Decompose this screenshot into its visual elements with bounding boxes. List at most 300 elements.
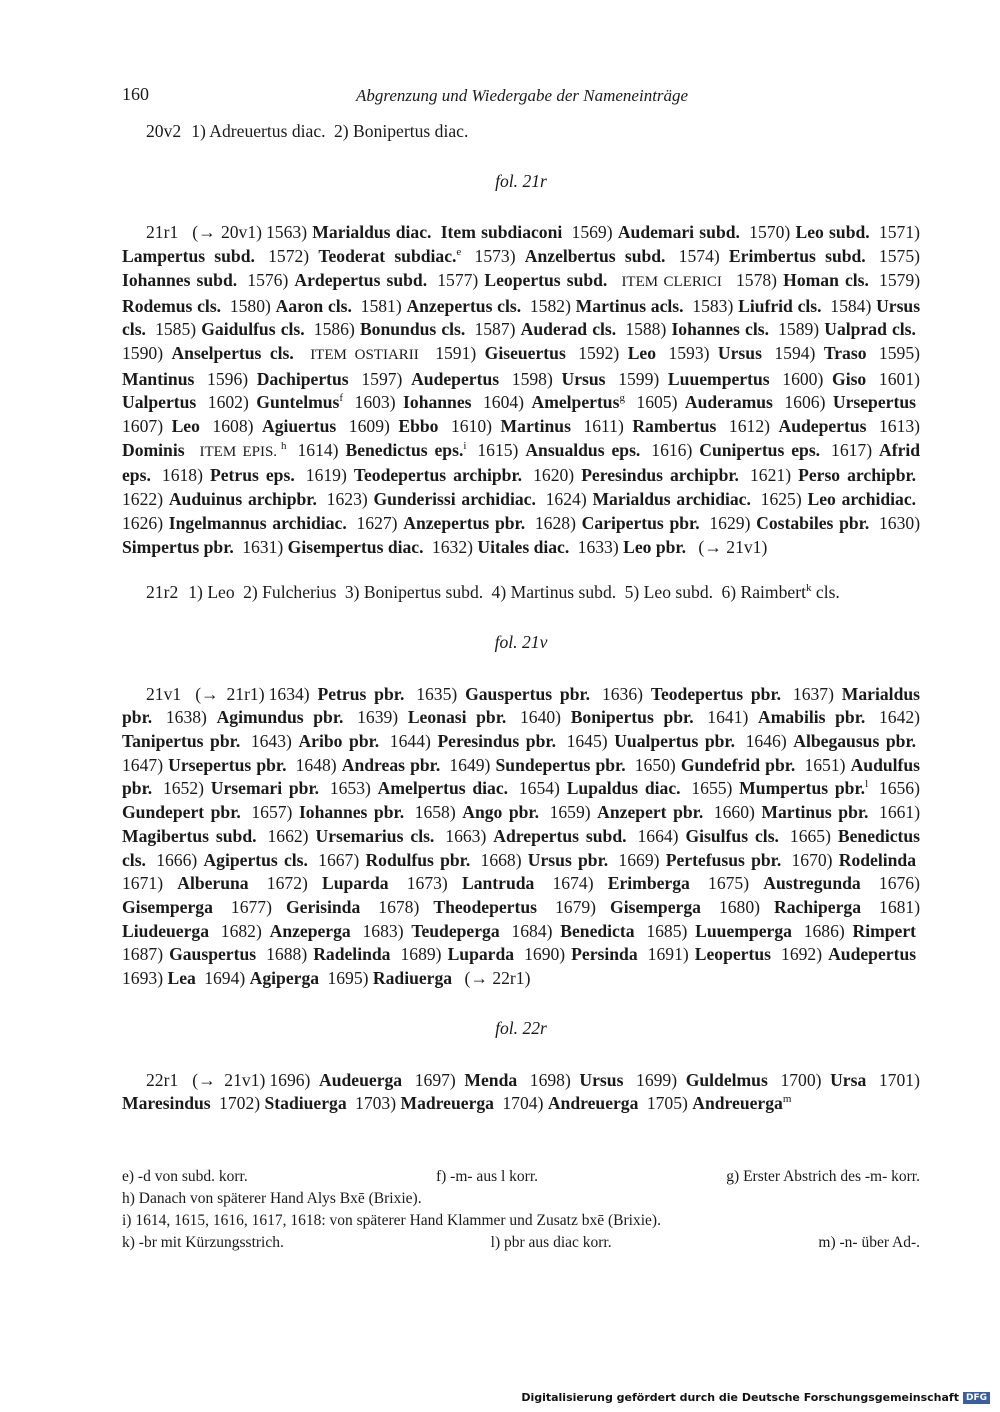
name-entry [668,343,761,363]
entry-number: 1600) [782,368,833,389]
entry-number: 1672) [266,873,323,894]
entry-name: Auderad cls. [520,319,617,340]
entry-name: Iohannes [403,392,472,413]
name-entry [651,440,820,460]
name-entry [791,850,916,870]
entry-number: 1592) [578,342,628,363]
entry-name: Rambertus [632,416,717,437]
name-entry [363,921,500,941]
cross-reference: (→ 21v1) [698,536,768,557]
entry-number: 1657) [251,802,299,823]
name-entry [327,489,536,509]
entry-name: Maresindus [122,1093,211,1114]
cross-reference: (→ 20v1) [192,222,262,243]
section-20v2 [122,120,920,144]
section-21v1 [122,683,920,991]
footnote-marker: e [456,246,462,259]
name-entry [530,296,684,316]
name-entry [219,1093,347,1113]
entry-number: 1614) [297,439,346,460]
name-entry [196,440,287,460]
name-entry [721,582,839,602]
name-entry [221,921,351,941]
name-entry [524,944,638,964]
entry-number: 6) [721,582,741,603]
entry-name: Cunipertus eps. [699,439,821,460]
entry-number: 1) [188,582,208,603]
entry-number: 1685) [646,920,696,941]
name-entry [231,897,360,917]
name-entry [306,343,423,363]
entry-number: 5) [624,582,644,603]
entry-name: Anselpertus cls. [171,342,294,363]
entry-name: Audepertus [778,416,867,437]
entry-number: 1690) [524,944,572,965]
footnote-marker: l [865,778,869,791]
footnote-marker: h [281,439,287,452]
entry-name: Bonundus cls. [359,319,466,340]
footnote-marker: f [339,392,344,405]
entry-name: Luuemperga [695,920,792,941]
entry-number: 1689) [400,944,448,965]
entry-number: 1633) [577,536,624,557]
entry-name: Andreuerga [547,1093,639,1114]
entry-number: 1585) [155,319,202,340]
entry-name: Simpertus pbr. [122,536,234,557]
name-entry [445,826,626,846]
entry-number: 1636) [601,683,651,704]
entry-name: Afrid eps. [122,439,921,486]
entry-name: Ursepertus pbr. [168,754,287,775]
name-entry [314,319,466,339]
dfg-logo-icon: DFG [963,1392,990,1404]
entry-name: Ursus [579,1069,624,1090]
name-entry [449,755,625,775]
entry-name: Marialdus archidiac. [592,489,751,510]
entry-number: 1571) [878,222,920,243]
entry-name: Rodelinda [838,849,917,870]
entry-name: Ardepertus subd. [294,269,428,290]
entry-name: Albegausus pbr. [793,731,917,752]
entry-name: Ingelmannus archidiac. [168,512,347,533]
name-entry [296,755,441,775]
siglum: 21v1 [146,683,182,704]
entry-name: Theodepertus [433,896,537,917]
entry-name: Benedicta [560,920,635,941]
entry-number: 1622) [122,489,169,510]
entry-number: 1603) [354,392,404,413]
entry-name: Pertefusus pbr. [665,849,782,870]
name-entry [122,944,256,964]
entry-number: 1643) [250,731,299,752]
name-entry [345,582,483,602]
entry-name: Peresindus archipbr. [581,465,739,486]
entry-number: 1563) [266,222,313,243]
entry-name: Uualpertus pbr. [614,731,736,752]
entry-number: 1621) [750,465,799,486]
entry-number: 1620) [533,465,582,486]
name-entry [709,513,869,533]
name-entry [355,392,472,412]
siglum: 22r1 [146,1069,179,1090]
entry-name: Ango pbr. [462,802,540,823]
entry-number: 1588) [625,319,672,340]
entry-name: Giseuertus [484,342,566,363]
name-entry [636,392,773,412]
entry-name: Gisemperga [122,896,213,917]
entry-number: 1674) [552,873,608,894]
name-entry [330,778,508,798]
name-entry [162,465,295,485]
entry-number: 1683) [362,920,412,941]
entry-number: 1631) [242,536,288,557]
name-entry [269,684,405,704]
entry-number: 1699) [636,1069,686,1090]
entry-name: Ebbo [398,416,439,437]
name-entry [708,873,861,893]
name-entry [355,1093,494,1113]
entry-number: 1640) [519,707,571,728]
entry-name: Fulcherius [262,582,337,603]
entry-number: 1634) [268,683,318,704]
entry-number: 1594) [774,342,824,363]
name-entry [122,873,249,893]
entry-name: Liudeuerga [122,920,209,941]
entry-name: Marialdus pbr. [122,683,920,728]
name-entry [407,873,535,893]
name-entry [400,944,514,964]
entry-number: 1702) [219,1093,265,1114]
name-entry [729,416,867,436]
entry-name: Leo [207,582,235,603]
name-entry [155,319,305,339]
entry-number: 1593) [668,342,718,363]
name-entry [761,489,916,509]
name-entry [361,296,521,316]
entry-name: Costabiles pbr. [756,512,870,533]
entry-number: 1632) [431,536,478,557]
entry-name: Audepertus [828,944,917,965]
entry-number: 1675) [708,873,764,894]
entry-number: 1656) [878,778,920,799]
name-entry [546,489,751,509]
cross-reference: (→ 22r1) [464,968,531,989]
footnote-e: e) -d von subd. korr. [122,1168,248,1185]
entry-number: 1642) [878,707,921,728]
name-entry [267,826,434,846]
entry-number: 1574) [678,246,729,267]
name-entry [635,755,796,775]
entry-name: Bonipertus pbr. [570,707,694,728]
entry-name: Raimbert [740,582,806,603]
entry-name: Magibertus subd. [122,825,257,846]
entry-number: 1638) [165,707,217,728]
name-entry [306,465,522,485]
entry-number: 1604) [482,392,532,413]
name-entry [512,369,606,389]
name-entry [267,873,389,893]
entry-name: Ursemari pbr. [210,778,320,799]
entry-number: 1596) [207,368,257,389]
entry-number: 4) [491,582,511,603]
folio-heading-21v: fol. 21v [494,631,548,652]
name-entry [583,416,716,436]
footnote-m: m) -n- über Ad-. [818,1234,920,1251]
name-entry [204,968,319,988]
footnote-k: k) -br mit Kürzungsstrich. [122,1234,284,1251]
entry-number: 1639) [357,707,408,728]
entry-number: 1650) [634,754,681,775]
entry-name: Adreuertus diac. [209,121,326,141]
footnote-marker: g [619,392,625,405]
name-entry [519,778,681,798]
entry-number: 1616) [651,439,700,460]
name-entry [208,392,343,412]
entry-name: Andreuerga [692,1093,783,1114]
name-entry [492,582,617,602]
entry-number: 1664) [637,825,686,846]
name-entry [243,582,336,602]
name-entry [481,850,609,870]
entry-name: Ursus [717,342,762,363]
entry-name: Guntelmus [256,392,340,413]
entry-number: 1615) [477,439,526,460]
entry-name: Aribo pbr. [298,731,380,752]
entry-number: 1582) [529,295,576,316]
entry-name: Bonipertus subd. [363,582,484,603]
entry-number: 1629) [709,512,757,533]
entry-name: Leopertus subd. [484,269,608,290]
entry-name: Teodepertus archipbr. [353,465,523,486]
entry-number: 1660) [713,802,762,823]
name-entry [266,944,390,964]
name-entry [750,465,916,485]
rubric-label: ITEM EPIS. [199,443,278,460]
entry-number: 1680) [718,896,775,917]
name-entry [242,537,423,557]
entry-name: Gisulfus cls. [685,825,779,846]
entry-number: 1652) [162,778,211,799]
entry-name: Leopertus [694,944,771,965]
entry-name: Leo subd. [643,582,714,603]
siglum: 21r1 [146,222,179,243]
entry-number: 1597) [361,368,412,389]
entry-number: 1626) [122,512,169,533]
footnote-l: l) pbr aus diac korr. [490,1234,612,1251]
entry-name: Teoderat subdiac. [318,246,457,267]
entry-number: 1669) [618,849,666,870]
digitization-credit [521,1391,990,1404]
name-entry [483,392,625,412]
name-entry [251,802,404,822]
name-entry [122,968,196,988]
section-22r1 [122,1069,920,1116]
entry-number: 1673) [406,873,462,894]
entry-number: 1676) [878,873,920,894]
entry-number: 1653) [329,778,378,799]
name-entry [553,873,690,893]
entry-number: 1682) [220,920,270,941]
entry-number: 1598) [511,368,562,389]
entry-number: 1625) [760,489,808,510]
entry-name: Leo pbr. [623,536,687,557]
name-entry [625,319,769,339]
entry-name: Ursus [561,368,606,389]
entry-name: Bonipertus diac. [353,121,469,141]
entry-name: Luuempertus [667,368,770,389]
entry-name: Amelpertus diac. [377,778,509,799]
entry-name: Giso [832,368,867,389]
name-entry [550,802,704,822]
entry-name: Lampertus subd. [122,246,255,267]
section-21r2 [122,581,920,605]
name-entry [572,222,740,242]
entry-number: 1610) [450,416,501,437]
entry-name: Auderamus [684,392,773,413]
name-entry [780,1070,866,1090]
entry-name: Perso archipbr. [798,465,917,486]
name-entry [122,755,286,775]
entry-number: 1644) [389,731,438,752]
entry-name: Teudeperga [411,920,500,941]
entry-name: Benedictus cls. [122,825,921,870]
name-entry [617,270,725,290]
name-entry [648,944,771,964]
entry-name: Tanipertus pbr. [122,731,241,752]
entry-number: 1637) [792,683,842,704]
entry-name: Iohannes pbr. [298,802,405,823]
entry-name: Mantinus [122,368,195,389]
entry-name: Audepertus [411,368,500,389]
entry-number: 1678) [378,896,434,917]
entry-name: Gerisinda [285,896,361,917]
entry-number: 1581) [360,295,407,316]
name-entry [804,921,916,941]
entry-name: Ualpertus [122,392,197,413]
cross-reference: (→ 21r1) [195,683,265,704]
footnote-g: g) Erster Abstrich des -m- korr. [726,1168,920,1185]
entry-name: Gauspertus [169,944,257,965]
entry-name: Amelpertus [531,392,620,413]
rubric-label: ITEM CLERICI [621,273,722,290]
entry-number: 1612) [728,416,779,437]
name-entry [327,968,452,988]
name-entry [782,369,866,389]
entry-number: 1605) [636,392,685,413]
entry-name: Agiuertus [261,416,337,437]
entry-name: Dachipertus [256,368,349,389]
entry-name: Liufrid cls. [738,295,822,316]
entry-name: Martinus pbr. [761,802,869,823]
entry-name: Leo archidiac. [807,489,917,510]
entry-name: Martinus acls. [575,295,684,316]
entry-number: 1696) [269,1069,320,1090]
entry-name: Leo subd. [795,222,870,243]
name-entry [390,731,556,751]
entry-name: Ursus cls. [122,295,921,340]
entry-name: Anzelbertus subd. [524,246,666,267]
entry-name: Iohannes cls. [671,319,769,340]
entry-number: 1651) [804,754,851,775]
name-entry [535,513,700,533]
entry-name: Agiperga [249,968,320,989]
entry-number: 1607) [122,416,172,437]
entry-name: Anzepert pbr. [597,802,704,823]
entry-number: 1589) [778,319,825,340]
name-entry [451,416,571,436]
name-entry [719,897,861,917]
entry-number: 1630) [879,512,921,533]
entry-number: 1579) [879,269,921,290]
siglum: 20v2 [146,121,182,141]
entry-number: 1580) [229,295,276,316]
name-entry [318,850,470,870]
entry-number: 1570) [749,222,796,243]
entry-number: 1666) [156,849,204,870]
name-entry [166,707,344,727]
name-entry [191,121,325,141]
name-entry [778,319,916,339]
entry-number: 1670) [791,849,839,870]
entry-name: Ursemarius cls. [315,825,435,846]
entry-number: 1663) [445,825,494,846]
name-entry [378,897,537,917]
entry-name: Gauspertus pbr. [465,683,591,704]
name-entry [746,731,916,751]
entry-name: Martinus subd. [510,582,617,603]
entry-number: 1623) [326,489,374,510]
entry-number: 1609) [348,416,399,437]
entry-name: Caripertus pbr. [581,512,700,533]
entry-name: Audemari subd. [617,222,740,243]
main-text [122,120,920,1116]
name-entry [707,707,865,727]
entry-number: 1595) [878,342,920,363]
name-entry [156,850,308,870]
entry-number: 1576) [247,269,295,290]
name-entry [784,392,916,412]
name-entry [361,369,499,389]
entry-number: 1617) [831,439,879,460]
entry-number: 1586) [313,319,360,340]
entry-number: 1649) [449,754,496,775]
entry-number: 1646) [745,731,794,752]
name-entry [774,343,866,363]
entry-name: Homan cls. [783,269,869,290]
entry-name: Rachiperga [774,896,861,917]
name-entry [502,1093,638,1113]
name-entry [122,343,294,363]
name-entry [618,369,769,389]
entry-name: Guldelmus [685,1069,768,1090]
entry-number: 1695) [327,968,373,989]
name-entry [334,121,468,141]
entry-name: Aaron cls. [275,295,352,316]
entry-number: 1698) [529,1069,580,1090]
entry-number: 1587) [474,319,521,340]
entry-name: Anzepertus pbr. [403,512,526,533]
entry-number: 2) [243,582,263,603]
entry-name: Ualprad cls. [824,319,916,340]
entry-number: 1577) [437,269,485,290]
entry-name: Traso [823,342,867,363]
entry-number: 2) [333,121,354,141]
entry-number: 1) [191,121,210,141]
entry-name: Anzeperga [269,920,351,941]
entry-number: 1691) [647,944,695,965]
entry-number: 1613) [878,416,921,437]
entry-name: Lea [167,968,196,989]
